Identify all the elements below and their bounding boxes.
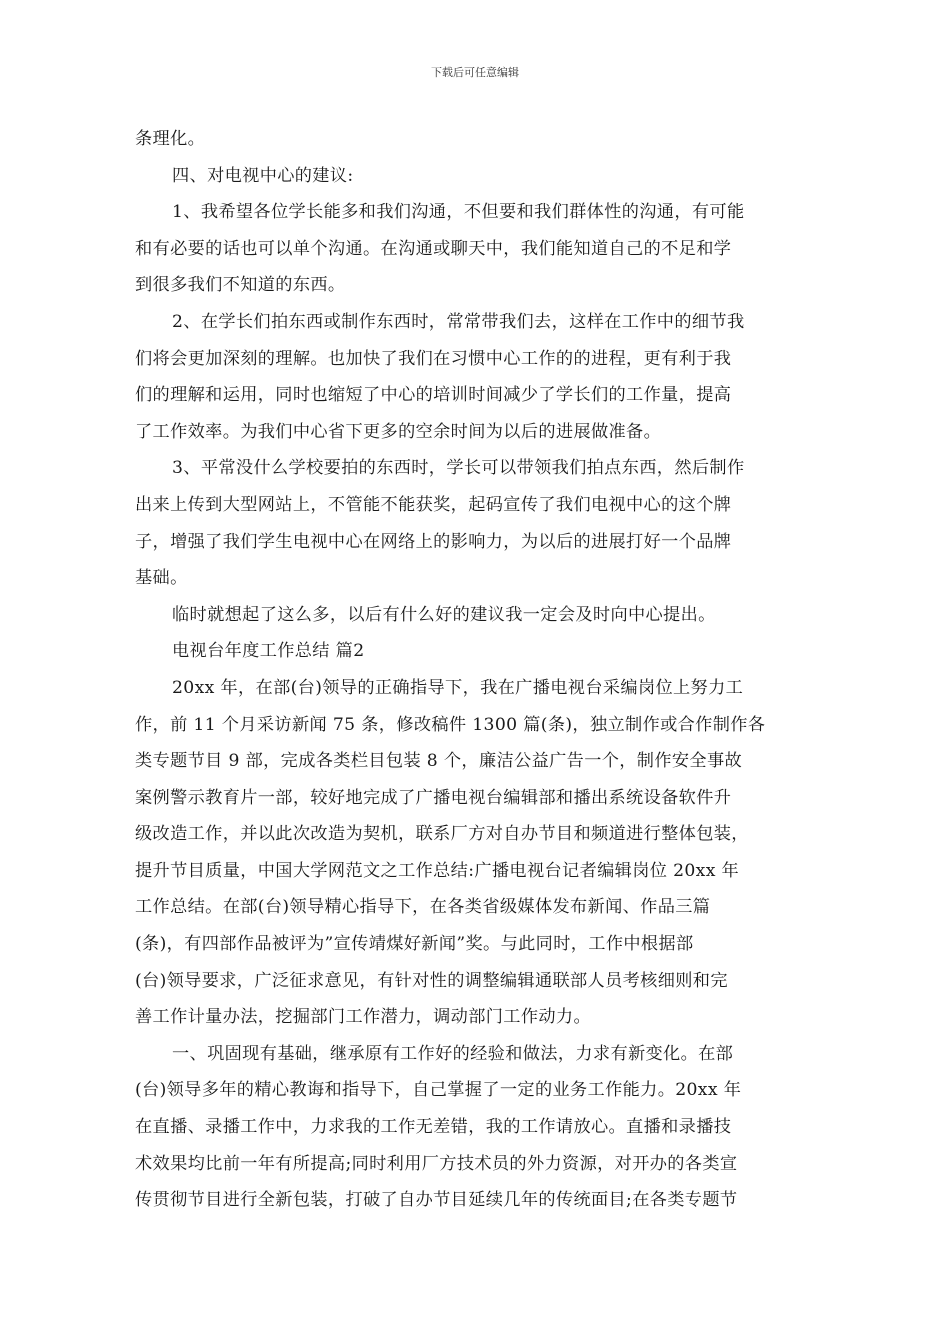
text-line: 类专题节目 9 部，完成各类栏目包装 8 个，廉洁公益广告一个，制作安全事故 bbox=[135, 751, 743, 772]
text-line: (台)领导要求，广泛征求意见，有针对性的调整编辑通联部人员考核细则和完 bbox=[135, 970, 728, 991]
text-line: 善工作计量办法，挖掘部门工作潜力，调动部门工作动力。 bbox=[135, 1007, 591, 1028]
text-line: 术效果均比前一年有所提高;同时利用厂方技术员的外力资源，对开办的各类宣 bbox=[135, 1153, 738, 1174]
text-line: 工作总结。在部(台)领导精心指导下，在各类省级媒体发布新闻、作品三篇 bbox=[135, 897, 711, 918]
text-line: 案例警示教育片一部，较好地完成了广播电视台编辑部和播出系统设备软件升 bbox=[135, 787, 732, 808]
text-line: 了工作效率。为我们中心省下更多的空余时间为以后的进展做准备。 bbox=[135, 421, 662, 442]
text-line: 四、对电视中心的建议: bbox=[172, 165, 354, 186]
text-line: 级改造工作，并以此次改造为契机，联系厂方对自办节目和频道进行整体包装， bbox=[135, 824, 749, 845]
text-line: 们将会更加深刻的理解。也加快了我们在习惯中心工作的的进程，更有利于我 bbox=[135, 348, 732, 369]
document-body bbox=[135, 121, 825, 1219]
text-line: 电视台年度工作总结 篇2 bbox=[172, 641, 365, 662]
text-line: 临时就想起了这么多，以后有什么好的建议我一定会及时向中心提出。 bbox=[172, 604, 716, 625]
text-line: 一、巩固现有基础，继承原有工作好的经验和做法，力求有新变化。在部 bbox=[172, 1043, 734, 1064]
text-line: 基础。 bbox=[135, 568, 188, 589]
text-line: 传贯彻节目进行全新包装，打破了自办节目延续几年的传统面目;在各类专题节 bbox=[135, 1190, 738, 1211]
text-line: (台)领导多年的精心教诲和指导下，自己掌握了一定的业务工作能力。20xx 年 bbox=[135, 1080, 742, 1101]
text-line: 条理化。 bbox=[135, 129, 206, 149]
text-line: 1、我希望各位学长能多和我们沟通，不但要和我们群体性的沟通，有可能 bbox=[172, 202, 745, 223]
text-line: 提升节目质量，中国大学网范文之工作总结:广播电视台记者编辑岗位 20xx 年 bbox=[135, 860, 740, 881]
text-line: (条)，有四部作品被评为”宣传靖煤好新闻”奖。与此同时，工作中根据部 bbox=[135, 934, 694, 955]
text-line: 作，前 11 个月采访新闻 75 条，修改稿件 1300 篇(条)，独立制作或合作制作各 bbox=[135, 714, 766, 735]
text-line: 2、在学长们拍东西或制作东西时，常常带我们去，这样在工作中的细节我 bbox=[172, 311, 745, 332]
text-line: 3、平常没什么学校要拍的东西时，学长可以带领我们拍点东西，然后制作 bbox=[172, 458, 745, 479]
text-line: 们的理解和运用，同时也缩短了中心的培训时间减少了学长们的工作量，提高 bbox=[135, 385, 732, 406]
text-line: 20xx 年，在部(台)领导的正确指导下，我在广播电视台采编岗位上努力工 bbox=[172, 677, 744, 698]
text-line: 到很多我们不知道的东西。 bbox=[135, 275, 346, 296]
text-line: 子，增强了我们学生电视中心在网络上的影响力，为以后的进展打好一个品牌 bbox=[135, 531, 732, 552]
text-line: 在直播、录播工作中，力求我的工作无差错，我的工作请放心。直播和录播技 bbox=[135, 1117, 732, 1138]
text-line: 出来上传到大型网站上，不管能不能获奖，起码宣传了我们电视中心的这个牌 bbox=[135, 494, 732, 515]
text-line: 和有必要的话也可以单个沟通。在沟通或聊天中，我们能知道自己的不足和学 bbox=[135, 238, 732, 259]
page-header: 下载后可任意编辑 bbox=[431, 66, 519, 79]
